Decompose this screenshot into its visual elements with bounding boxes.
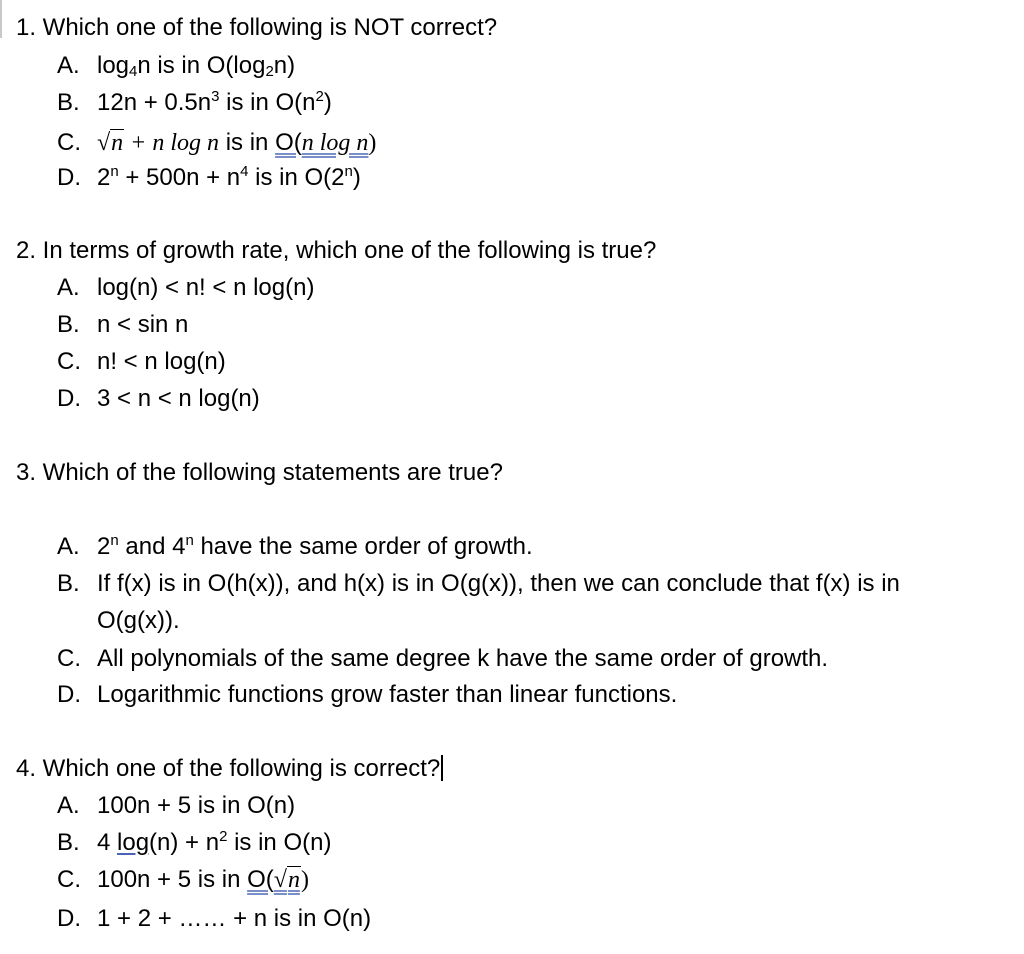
sqrt-sign: √ [97,130,111,156]
option-text: n) [273,52,296,79]
option-text: Logarithmic functions grow faster than linear functions. [97,681,678,708]
superscript: n [110,163,119,180]
superscript: 2 [219,828,228,845]
question-3-option-b-continuation: O(g(x)). [97,607,180,634]
sqrt-expression [274,866,301,894]
question-1-option-b [57,89,332,117]
superscript: 2 [315,88,324,105]
option-letter: B. [57,570,80,597]
option-text: 2 [97,533,111,560]
question-3-option-d [57,681,677,709]
question-3-option-a [57,533,533,561]
question-1-option-c [57,129,376,157]
option-letter: A. [57,52,80,79]
close-paren: ) [300,867,309,893]
math-expression: + n log n [124,130,220,156]
option-letter: D. [57,681,81,708]
question-3-stem: 3. Which of the following statements are true? [16,459,503,486]
question-3-option-c [57,645,828,673]
radicand: n [287,867,300,893]
option-text: n < sin n [97,311,189,338]
superscript: 3 [211,88,220,105]
option-text: is in [219,129,276,156]
option-text: is in O(2 [248,164,345,191]
question-4-option-b [57,829,331,857]
option-text: 3 < n < n log(n) [97,385,260,412]
question-2-option-d [57,385,260,413]
option-letter: D. [57,164,81,191]
option-letter: D. [57,905,81,932]
question-1-stem: 1. Which one of the following is NOT correct? [16,14,498,41]
question-2-option-b [57,311,188,339]
sqrt-sign: √ [273,867,287,893]
option-text: n is in O(log [137,52,266,79]
option-letter: B. [57,829,80,856]
option-letter: B. [57,89,80,116]
question-4-stem-text: 4. Which one of the following is correct? [16,755,441,782]
question-4-option-c [57,866,309,894]
option-text: + 500n + n [118,164,241,191]
option-letter: C. [57,866,81,893]
text-cursor [441,755,443,781]
option-text: 1 + 2 + …… + n is in O(n) [97,905,372,932]
question-1-option-a [57,52,295,80]
option-text: ) [323,89,332,116]
option-text: is in O(n [219,89,316,116]
option-letter: A. [57,274,80,301]
option-text: 12n + 0.5n [97,89,212,116]
question-2-stem: 2. In terms of growth rate, which one of the following is true? [16,237,657,264]
option-text: n! < n log(n) [97,348,226,375]
option-text: have the same order of growth. [193,533,533,560]
close-paren: ) [368,130,377,156]
page-edge-rule [0,0,2,38]
radicand: n [111,130,124,156]
question-4-option-a [57,792,295,820]
option-letter: B. [57,311,80,338]
superscript: n [185,532,194,549]
math-expression: n log n [301,130,369,156]
option-text: 2 [97,164,111,191]
option-text: is in O(n) [227,829,332,856]
option-text: log(n) < n! < n log(n) [97,274,315,301]
option-text: log [97,52,130,79]
big-o-open: O( [275,129,302,156]
option-text: (n) + n [149,829,220,856]
option-letter: C. [57,645,81,672]
subscript: 2 [265,63,274,80]
superscript: 4 [240,163,249,180]
question-1-option-d [57,164,361,192]
option-text: 4 [97,829,118,856]
question-4-option-d [57,905,371,933]
superscript: n [344,163,353,180]
question-2-option-a [57,274,314,302]
question-2-option-c [57,348,226,376]
option-letter: D. [57,385,81,412]
option-text: All polynomials of the same degree k have the same order of growth. [97,645,829,672]
option-text: 100n + 5 is in [97,866,248,893]
spellcheck-underlined-text: log [117,829,150,856]
option-letter: A. [57,792,80,819]
superscript: n [110,532,119,549]
question-3-option-b [57,570,900,598]
big-o-open: O( [247,866,274,893]
sqrt-expression [97,129,124,157]
option-text: 100n + 5 is in O(n) [97,792,296,819]
subscript: 4 [129,63,138,80]
question-4-stem [16,755,443,783]
option-text: and 4 [118,533,186,560]
option-letter: C. [57,348,81,375]
option-text: If f(x) is in O(h(x)), and h(x) is in O(g(x)), then we can conclude that f(x) is in [97,570,900,597]
option-letter: A. [57,533,80,560]
option-text: ) [352,164,361,191]
option-letter: C. [57,129,81,156]
